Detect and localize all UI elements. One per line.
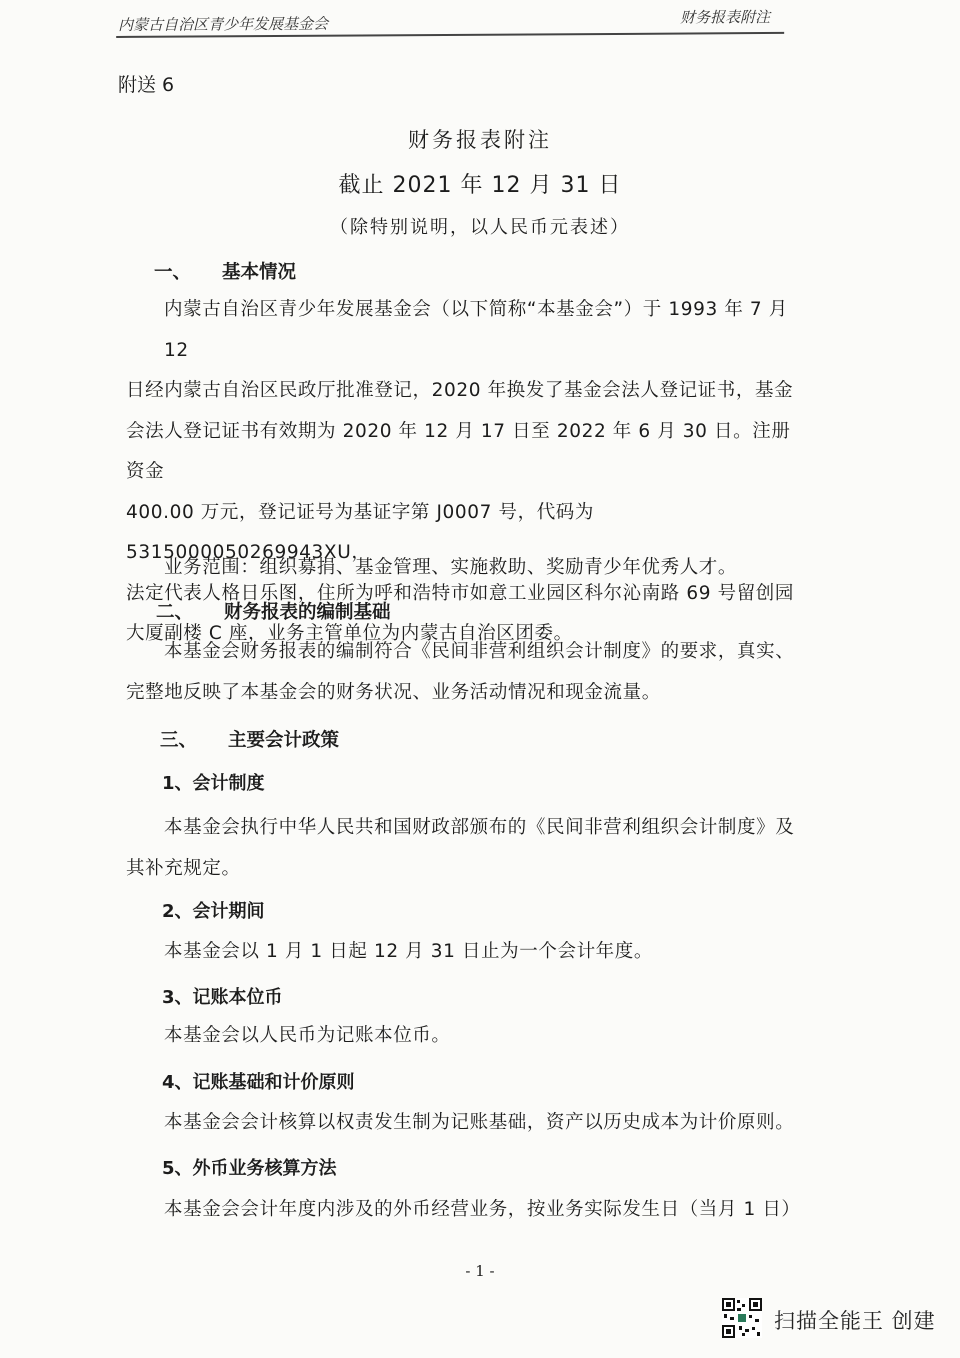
policy-5-body: 本基金会会计年度内涉及的外币经营业务，按业务实际发生日（当月 1 日） (164, 1199, 801, 1220)
scanner-watermark: 扫描全能王 创建 (774, 1309, 936, 1333)
section-3-heading: 三、 主要会计政策 (160, 730, 340, 751)
doc-title: 财务报表附注 (408, 128, 552, 152)
page-number: - 1 - (465, 1262, 495, 1280)
policy-4-body: 本基金会会计核算以权责发生制为记账基础，资产以历史成本为计价原则。 (164, 1112, 795, 1133)
body-line: 400.00 万元，登记证号为基证字第 J0007 号，代码为 5315000050269943XU， (126, 501, 595, 563)
policy-1-title: 1、会计制度 (162, 773, 265, 794)
policy-4-title: 4、记账基础和计价原则 (162, 1072, 355, 1093)
body-line: 内蒙古自治区青少年发展基金会（以下简称“本基金会”）于 1993 年 7 月 12 (164, 299, 788, 361)
body-line: 其补充规定。 (126, 857, 241, 879)
unit-note: （除特别说明，以人民币元表述） (330, 217, 630, 238)
policy-2-title: 2、会计期间 (162, 901, 265, 922)
section-2-body (126, 632, 796, 713)
policy-1-body (126, 808, 796, 889)
body-line: 大厦副楼 C 座，业务主管单位为内蒙古自治区团委。 (126, 623, 573, 644)
business-scope: 业务范围：组织募捐、基金管理、实施救助、奖励青少年优秀人才。 (164, 557, 738, 578)
policy-3-body: 本基金会以人民币为记账本位币。 (164, 1025, 451, 1046)
policy-3-title: 3、记账本位币 (162, 987, 283, 1008)
body-line: 法定代表人格日乐图，住所为呼和浩特市如意工业园区科尔沁南路 69 号留创园 (126, 582, 795, 604)
header-title: 财务报表附注 (679, 8, 771, 27)
body-line: 本基金会执行中华人民共和国财政部颁布的《民间非营利组织会计制度》及 (164, 817, 795, 838)
body-line: 完整地反映了本基金会的财务状况、业务活动情况和现金流量。 (126, 681, 661, 703)
date-line: 截止 2021 年 12 月 31 日 (338, 173, 622, 198)
policy-2-body: 本基金会以 1 月 1 日起 12 月 31 日止为一个会计年度。 (164, 941, 653, 962)
page-header (116, 4, 784, 38)
attachment-label: 附送 6 (118, 74, 175, 96)
body-line: 会法人登记证书有效期为 2020 年 12 月 17 日至 2022 年 6 月 30 日。注册资金 (126, 420, 791, 482)
section-1-heading: 一、 基本情况 (154, 262, 297, 283)
body-line: 本基金会财务报表的编制符合《民间非营利组织会计制度》的要求，真实、 (164, 641, 795, 662)
body-line: 日经内蒙古自治区民政厅批准登记，2020 年换发了基金会法人登记证书，基金 (126, 380, 794, 401)
header-org: 内蒙古自治区青少年发展基金会 (118, 14, 329, 34)
section-2-heading: 二、 财务报表的编制基础 (156, 602, 391, 623)
qr-code-icon (722, 1298, 762, 1338)
policy-5-title: 5、外币业务核算方法 (162, 1158, 337, 1179)
